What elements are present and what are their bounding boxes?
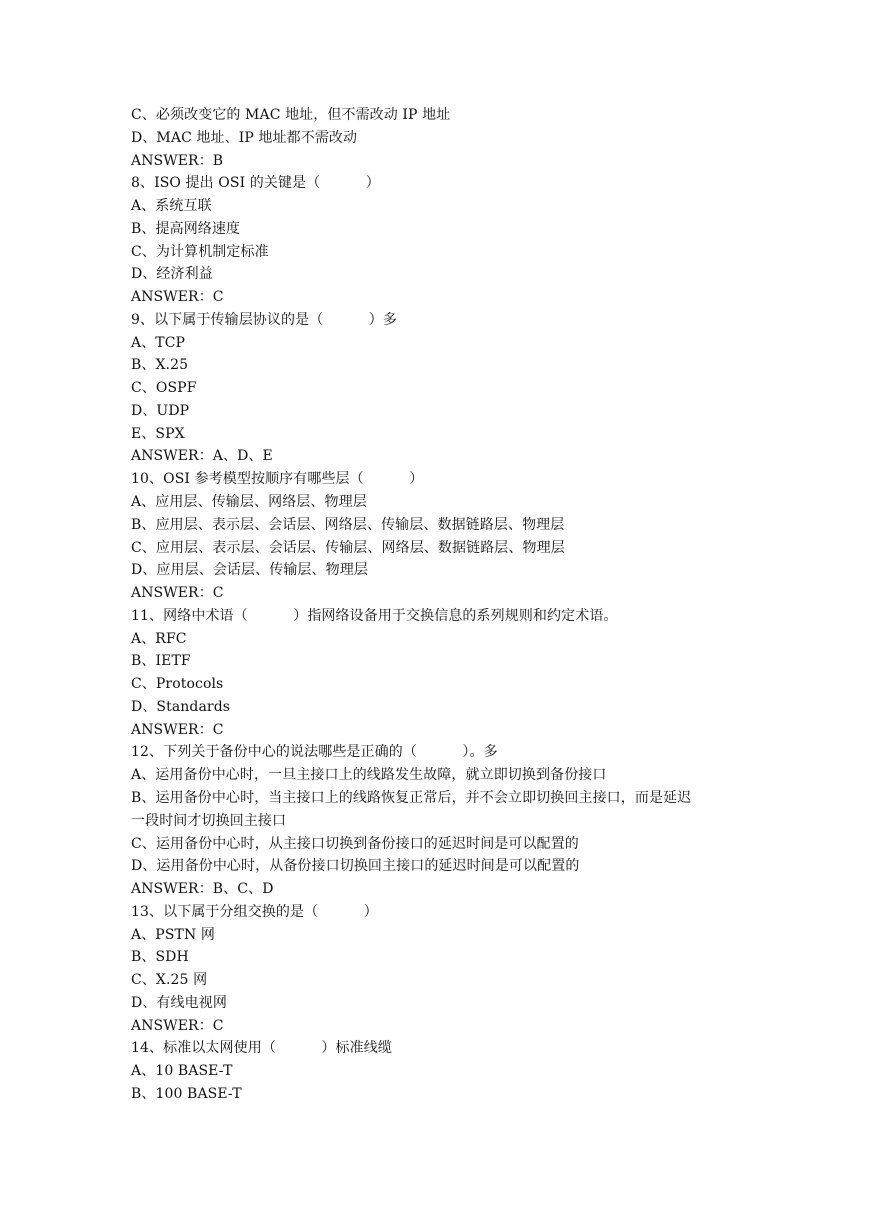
option-line: C、应用层、表示层、会话层、传输层、网络层、数据链路层、物理层 [131, 539, 565, 556]
option-line: C、OSPF [131, 380, 197, 397]
option-line: C、必须改变它的 MAC 地址，但不需改动 IP 地址 [131, 107, 451, 123]
option-continuation-line: 一段时间才切换回主接口 [131, 812, 287, 829]
option-line: A、TCP [131, 334, 186, 351]
answer-line: ANSWER：B、C、D [131, 881, 274, 898]
answer-line: ANSWER：C [131, 289, 224, 306]
option-line: B、IETF [131, 653, 191, 670]
answer-line: ANSWER：C [131, 585, 224, 602]
option-line: D、Standards [131, 698, 231, 715]
option-line: A、运用备份中心时，一旦主接口上的线路发生故障，就立即切换到备份接口 [131, 767, 607, 784]
option-line: E、SPX [131, 425, 185, 442]
option-line: A、应用层、传输层、网络层、物理层 [131, 494, 367, 511]
answer-line: ANSWER：B [131, 152, 224, 169]
option-line: B、X.25 [131, 357, 189, 374]
question-line: 13、以下属于分组交换的是（ ） [131, 903, 378, 920]
option-line: A、PSTN 网 [131, 926, 215, 943]
option-line: D、经济利益 [131, 266, 213, 283]
option-line: C、为计算机制定标准 [131, 243, 269, 260]
option-line: D、UDP [131, 402, 190, 419]
question-line: 10、OSI 参考模型按顺序有哪些层（ ） [131, 471, 424, 488]
option-line: C、Protocols [131, 676, 224, 693]
answer-line: ANSWER：A、D、E [131, 448, 273, 465]
option-line: C、X.25 网 [131, 972, 208, 989]
option-line: D、运用备份中心时，从备份接口切换回主接口的延迟时间是可以配置的 [131, 858, 580, 875]
option-line: A、10 BASE-T [131, 1063, 233, 1080]
question-line: 14、标准以太网使用（ ）标准线缆 [131, 1040, 392, 1057]
option-line: B、SDH [131, 949, 189, 966]
option-line: D、MAC 地址、IP 地址都不需改动 [131, 129, 358, 146]
option-line: B、100 BASE-T [131, 1085, 242, 1102]
question-line: 12、下列关于备份中心的说法哪些是正确的（ ）。多 [131, 744, 498, 761]
option-line: B、应用层、表示层、会话层、网络层、传输层、数据链路层、物理层 [131, 516, 565, 533]
question-line: 8、ISO 提出 OSI 的关键是（ ） [131, 175, 380, 192]
answer-line: ANSWER：C [131, 721, 224, 738]
option-line: A、RFC [131, 630, 187, 647]
question-line: 9、以下属于传输层协议的是（ ）多 [131, 311, 398, 328]
option-line: D、有线电视网 [131, 994, 227, 1011]
option-line: A、系统互联 [131, 198, 212, 215]
option-line: D、应用层、会话层、传输层、物理层 [131, 562, 368, 579]
option-line: C、运用备份中心时，从主接口切换到备份接口的延迟时间是可以配置的 [131, 835, 579, 852]
question-line: 11、网络中术语（ ）指网络设备用于交换信息的系列规则和约定术语。 [131, 607, 618, 624]
document-body [131, 104, 751, 1106]
answer-line: ANSWER：C [131, 1017, 224, 1034]
option-line: B、运用备份中心时，当主接口上的线路恢复正常后，并不会立即切换回主接口，而是延迟 [131, 789, 692, 806]
option-line: B、提高网络速度 [131, 220, 241, 237]
